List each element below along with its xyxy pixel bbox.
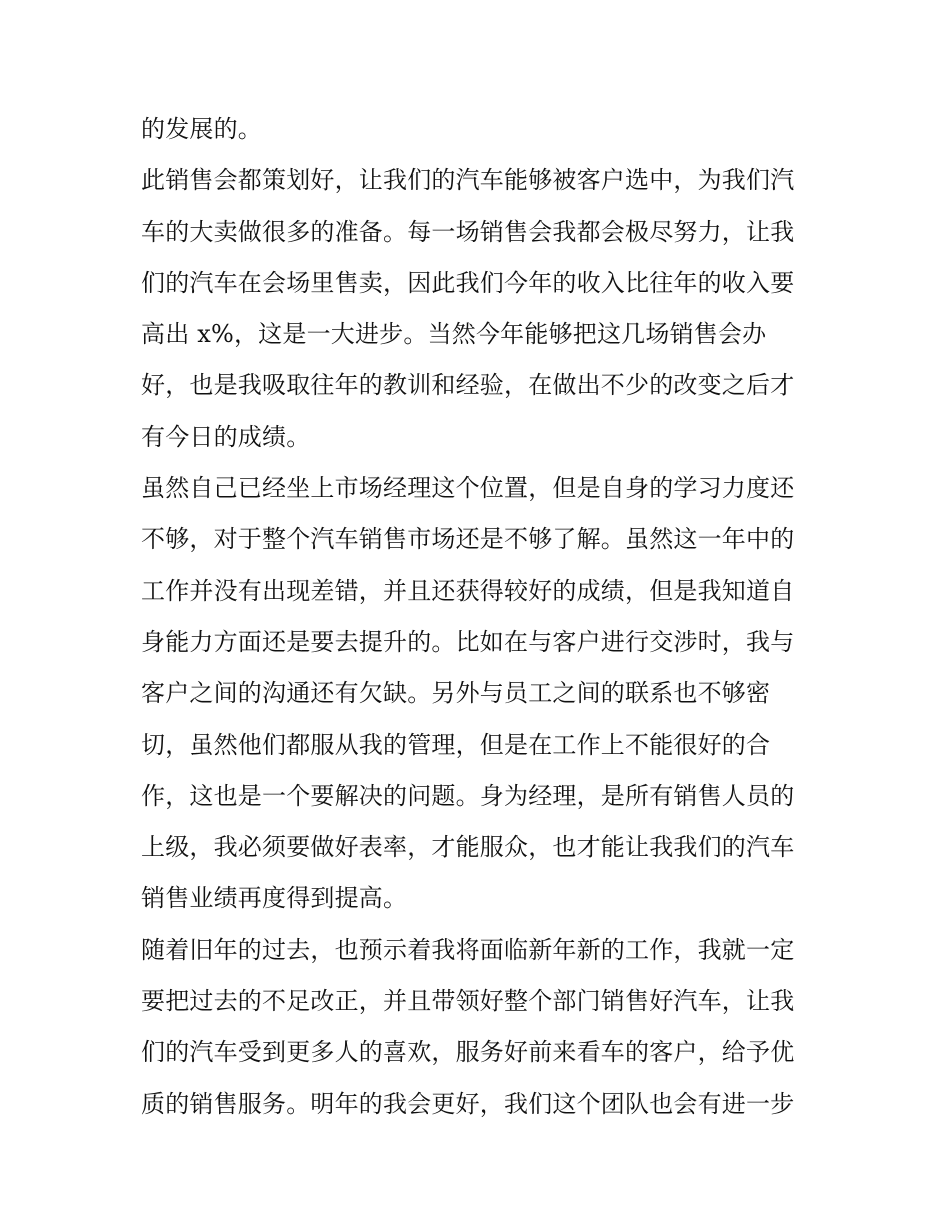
text-line: 不够，对于整个汽车销售市场还是不够了解。虽然这一年中的 [141,525,795,554]
text-line: 质的销售服务。明年的我会更好，我们这个团队也会有进一步 [141,1089,795,1118]
text-line: 虽然自己已经坐上市场经理这个位置，但是自身的学习力度还 [141,474,795,503]
text-line: 好，也是我吸取往年的教训和经验，在做出不少的改变之后才 [141,371,795,400]
text-line: 销售业绩再度得到提高。 [141,884,408,913]
text-line: 的发展的。 [141,115,262,143]
text-line: 客户之间的沟通还有欠缺。另外与员工之间的联系也不够密 [141,679,771,708]
text-line: 作，这也是一个要解决的问题。身为经理，是所有销售人员的 [141,781,795,810]
text-line: 们的汽车在会场里售卖，因此我们今年的收入比往年的收入要 [141,268,795,297]
text-line: 切，虽然他们都服从我的管理，但是在工作上不能很好的合 [141,730,771,759]
text-line: 们的汽车受到更多人的喜欢，服务好前来看车的客户，给予优 [141,1038,795,1067]
text-line: 上级，我必须要做好表率，才能服众，也才能让我我们的汽车 [141,833,795,862]
text-line: 身能力方面还是要去提升的。比如在与客户进行交涉时，我与 [141,627,795,656]
text-line: 高出 x%，这是一大进步。当然今年能够把这几场销售会办 [141,320,767,349]
text-line: 此销售会都策划好，让我们的汽车能够被客户选中，为我们汽 [141,166,795,195]
text-line: 车的大卖做很多的准备。每一场销售会我都会极尽努力，让我 [141,217,795,246]
text-line: 要把过去的不足改正，并且带领好整个部门销售好汽车，让我 [141,987,795,1016]
body-text [141,104,821,1130]
text-line: 随着旧年的过去，也预示着我将面临新年新的工作，我就一定 [141,935,795,964]
text-line: 工作并没有出现差错，并且还获得较好的成绩，但是我知道自 [141,576,795,605]
text-line: 有今日的成绩。 [141,422,311,451]
